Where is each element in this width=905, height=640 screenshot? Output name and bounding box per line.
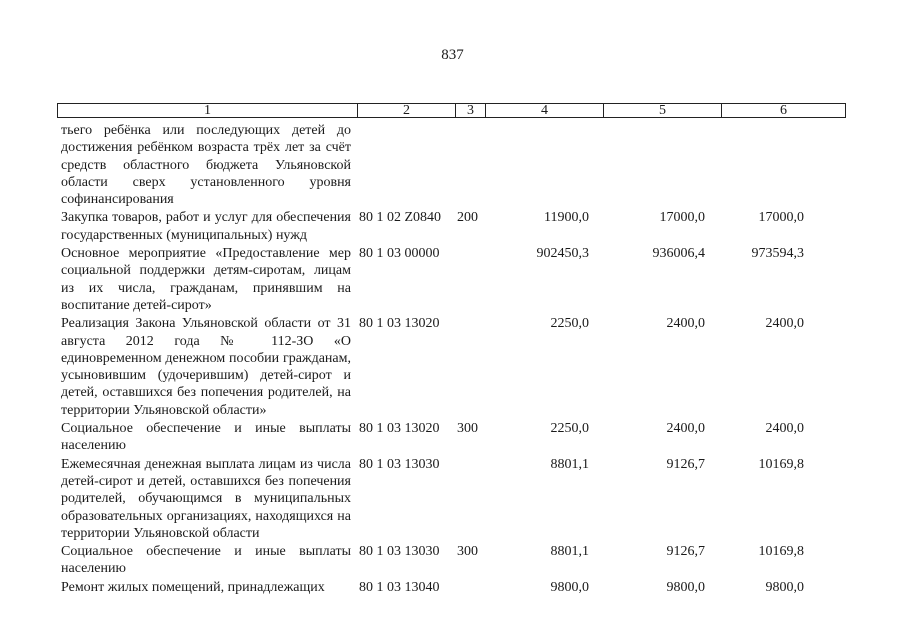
column-header-3: 3 xyxy=(456,104,486,117)
row-value-5: 9126,7 xyxy=(666,544,705,560)
row-value-6: 2400,0 xyxy=(765,316,804,332)
row-type xyxy=(455,579,485,596)
row-value-5: 9800,0 xyxy=(666,579,705,595)
row-code: 80 1 03 13040 xyxy=(359,579,440,595)
row-type: 200 xyxy=(457,210,478,226)
row-value-6: 10169,8 xyxy=(758,544,804,560)
table-body xyxy=(57,122,844,597)
table-row xyxy=(57,315,844,419)
column-header-1: 1 xyxy=(58,104,358,117)
row-code: 80 1 03 13020 xyxy=(359,421,440,437)
row-value-5: 9126,7 xyxy=(666,456,705,472)
table-row xyxy=(57,456,844,542)
row-value-4: 9800,0 xyxy=(550,579,589,595)
row-value-5: 2400,0 xyxy=(666,421,705,437)
row-name: Ежемесячная денежная выплата лицам из числа детей-сирот и детей, оставшихся без попечения родителей, обучающимся в муниципальных образовательных организациях, находящихся на территории Ульяновской области xyxy=(61,456,351,541)
row-code: 80 1 03 13020 xyxy=(359,316,440,332)
table-row xyxy=(57,209,844,244)
row-value-4: 8801,1 xyxy=(550,456,589,472)
table-row xyxy=(57,122,844,208)
row-value-4: 11900,0 xyxy=(544,210,589,226)
row-name: Основное мероприятие «Предоставление мер социальной поддержки детям-сиротам, лицам из их числа, гражданам, принявшим на воспитание детей-сирот» xyxy=(61,246,351,313)
row-value-4: 2250,0 xyxy=(550,316,589,332)
row-value-6: 9800,0 xyxy=(765,579,804,595)
row-type xyxy=(455,315,485,419)
row-value-4: 902450,3 xyxy=(536,246,589,262)
row-value-5: 17000,0 xyxy=(659,210,705,226)
row-name: Реализация Закона Ульяновской области от 31 августа 2012 года № 112-ЗО «О единовременном денежном пособии гражданам, усыновившим (удочерившим) детей-сирот и детей, оставшихся без попечения родителей, на территории Ульяновской области» xyxy=(61,316,351,418)
row-type xyxy=(455,122,485,208)
table-header xyxy=(57,103,846,118)
table-row xyxy=(57,579,844,596)
row-value-6: 10169,8 xyxy=(758,456,804,472)
row-value-6 xyxy=(721,122,844,208)
column-header-4: 4 xyxy=(486,104,604,117)
row-value-5 xyxy=(603,122,721,208)
row-name: Ремонт жилых помещений, принадлежащих xyxy=(61,579,325,595)
row-type: 300 xyxy=(457,544,478,560)
row-type: 300 xyxy=(457,421,478,437)
table-row xyxy=(57,543,844,578)
row-value-4: 2250,0 xyxy=(550,421,589,437)
row-name: Социальное обеспечение и иные выплаты населению xyxy=(61,421,351,454)
row-code: 80 1 03 13030 xyxy=(359,544,440,560)
row-type xyxy=(455,456,485,542)
row-value-6: 973594,3 xyxy=(751,246,804,262)
page-number: 837 xyxy=(441,47,464,63)
row-value-5: 936006,4 xyxy=(652,246,705,262)
row-value-6: 2400,0 xyxy=(765,421,804,437)
row-code: 80 1 02 Z0840 xyxy=(359,210,442,226)
row-value-4 xyxy=(485,122,603,208)
row-value-5: 2400,0 xyxy=(666,316,705,332)
column-header-2: 2 xyxy=(358,104,456,117)
row-code: 80 1 03 13030 xyxy=(359,456,440,472)
row-name: Закупка товаров, работ и услуг для обеспечения государственных (муниципальных) нужд xyxy=(61,210,351,243)
row-value-4: 8801,1 xyxy=(550,544,589,560)
column-header-5: 5 xyxy=(604,104,722,117)
row-name: Социальное обеспечение и иные выплаты населению xyxy=(61,544,351,577)
row-name: тьего ребёнка или последующих детей до достижения ребёнком возраста трёх лет за счёт средств областного бюджета Ульяновской области сверх установленного уровня софинансирования xyxy=(61,123,351,208)
row-type xyxy=(455,245,485,314)
table-row xyxy=(57,420,844,455)
table-row xyxy=(57,245,844,314)
column-header-6: 6 xyxy=(780,103,787,118)
row-code: 80 1 03 00000 xyxy=(359,246,440,262)
row-code xyxy=(357,122,455,208)
row-value-6: 17000,0 xyxy=(758,210,804,226)
